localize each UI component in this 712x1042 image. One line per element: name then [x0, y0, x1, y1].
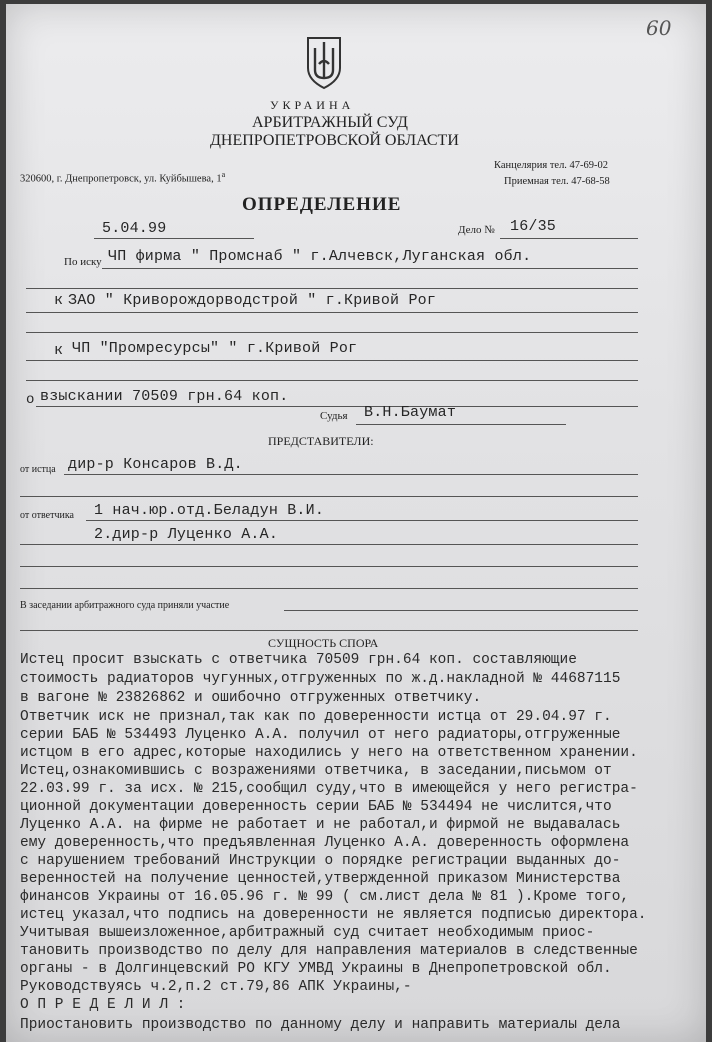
judge-underline: [356, 424, 566, 425]
defendant2-prefix: к: [54, 342, 64, 359]
subject-value: взыскании 70509 грн.64 коп.: [40, 388, 289, 405]
body-line: стоимость радиаторов чугунных,отгруженных по ж.д.накладной № 44687115: [20, 671, 621, 687]
rep-underline-4: [20, 566, 638, 567]
defendant1-name: ЗАО " Криворождорводстрой " г.Кривой Рог: [68, 292, 437, 309]
body-line: О П Р Е Д Е Л И Л :: [20, 997, 186, 1013]
case-number: 16/35: [510, 218, 557, 235]
trident-emblem-icon: [304, 34, 344, 90]
representatives-title: ПРЕДСТАВИТЕЛИ:: [268, 434, 374, 448]
body-line: тановить производство по делу для направления материалов в следственные: [20, 943, 638, 959]
rep-underline-5: [20, 588, 638, 589]
claim-plaintiff: ЧП фирма " Промснаб " г.Алчевск,Луганская обл.: [108, 248, 532, 265]
plaintiff-rep-value: дир-р Консаров В.Д.: [68, 456, 243, 473]
plaintiff-rep-underline-2: [20, 496, 638, 497]
judge-name: В.Н.Баумат: [364, 404, 457, 421]
session-underline-2: [20, 630, 638, 631]
phone-reception: Приемная тел. 47-68-58: [504, 176, 610, 187]
body-line: Истец просит взыскать с ответчика 70509 грн.64 коп. составляющие: [20, 652, 577, 668]
claim-underline-1: [102, 268, 638, 269]
address-sup: а: [221, 170, 226, 179]
judge-label: Судья: [320, 410, 348, 422]
body-line: Ответчик иск не признал,так как по доверенности истца от 29.04.97 г.: [20, 709, 612, 725]
body-line: серии БАБ № 534493 Луценко А.А. получил от него радиаторы,отгруженные: [20, 727, 621, 743]
body-line: ему доверенность,что предъявленная Луценко А.А. доверенность оформлена: [20, 835, 630, 851]
essence-title: СУЩНОСТЬ СПОРА: [268, 636, 379, 650]
header-country: УКРАИНА: [270, 98, 355, 112]
body-line: истец указал,что подпись на доверенности не является подписью директора.: [20, 907, 647, 923]
body-line: Приостановить производство по данному делу и направить материалы дела: [20, 1017, 621, 1033]
defendant2-underline: [26, 360, 638, 361]
body-line: 22.03.99 г. за исх. № 215,сообщил суду,что в имеющейся у него регистра-: [20, 781, 638, 797]
session-underline: [284, 610, 638, 611]
body-line: веренностей на получение ценностей,утвержденной приказом Министерства: [20, 871, 621, 887]
body-line: истцом в его адрес,которые находились у него на ответственном хранении.: [20, 745, 638, 761]
defendant2-underline-2: [26, 380, 638, 381]
subject-underline: [36, 406, 638, 407]
date-value: 5.04.99: [102, 220, 167, 237]
session-label: В заседании арбитражного суда приняли участие: [20, 600, 230, 611]
phone-office: Канцелярия тел. 47-69-02: [494, 160, 609, 171]
defendant-rep-value-1: 1 нач.юр.отд.Беладун В.И.: [94, 502, 325, 519]
body-line: Учитывая вышеизложенное,арбитражный суд считает необходимым приос-: [20, 925, 595, 941]
defendant1-prefix: к: [54, 292, 64, 309]
defendant1-underline-2: [26, 332, 638, 333]
body-line: Луценко А.А. на фирме не работает и не работал,и фирмой не выдавалась: [20, 817, 621, 833]
subject-prefix: о: [26, 392, 35, 408]
plaintiff-rep-label: от истца: [20, 464, 56, 475]
header-region: ДНЕПРОПЕТРОВСКОЙ ОБЛАСТИ: [210, 132, 459, 149]
address-text: 320600, г. Днепропетровск, ул. Куйбышева, 1: [20, 173, 222, 185]
defendant2-name: ЧП "Промресурсы" " г.Кривой Рог: [72, 340, 358, 357]
body-line: в вагоне № 23826862 и ошибочно отгруженных ответчику.: [20, 690, 482, 706]
defendant-rep-label: от ответчика: [20, 510, 74, 521]
defendant-rep-underline: [86, 520, 638, 521]
document-title: ОПРЕДЕЛЕНИЕ: [242, 194, 402, 215]
rep-underline-3: [20, 544, 638, 545]
date-underline: [94, 238, 254, 239]
defendant-rep-value-2: 2.дир-р Луценко А.А.: [94, 526, 279, 543]
body-line: ционной документации доверенность серии БАБ № 534494 не числится,что: [20, 799, 612, 815]
plaintiff-rep-underline: [64, 474, 638, 475]
page-number: 60: [646, 16, 672, 40]
body-line: с нарушением требований Инструкции о порядке регистрации выданных до-: [20, 853, 621, 869]
body-line: Истец,ознакомившись с возражениями ответчика, в заседании,письмом от: [20, 763, 612, 779]
body-line: Руководствуясь ч.2,п.2 ст.79,86 АПК Украины,-: [20, 979, 412, 995]
case-label: Дело №: [458, 224, 495, 236]
document-page: [6, 4, 706, 1042]
defendant1-underline: [26, 312, 638, 313]
body-line: финансов Украины от 16.05.96 г. № 99 ( см.лист дела № 81 ).Кроме того,: [20, 889, 630, 905]
header-address: [20, 170, 225, 185]
header-court-name: АРБИТРАЖНЫЙ СУД: [252, 114, 408, 131]
body-line: органы - в Долгинцевский РО КГУ УМВД Украины в Днепропетровской обл.: [20, 961, 612, 977]
claim-underline-2: [26, 288, 638, 289]
case-underline: [500, 238, 638, 239]
claim-label: По иску: [64, 256, 102, 268]
